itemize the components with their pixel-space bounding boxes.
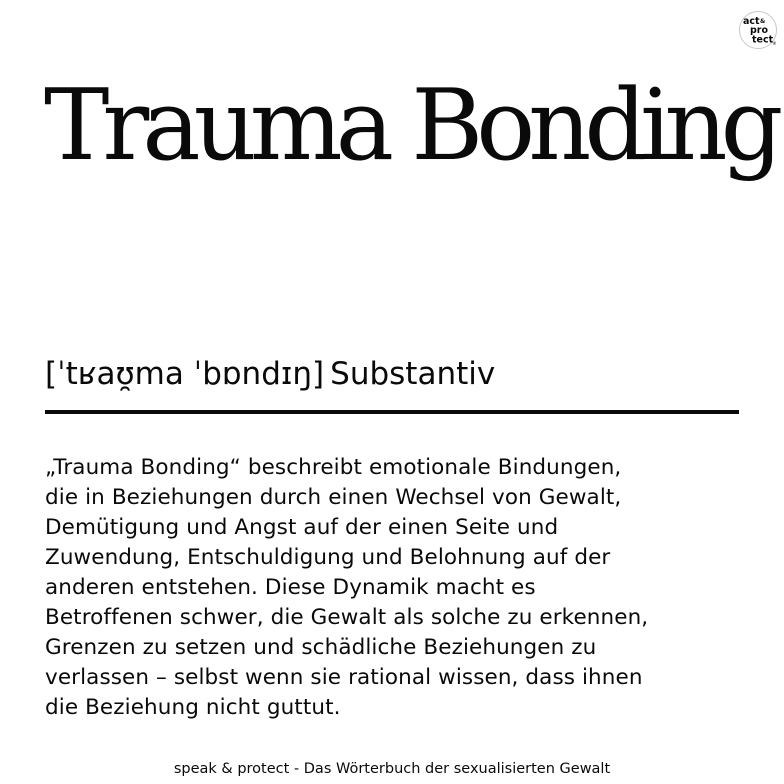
logo-text-amp: &	[760, 18, 766, 25]
act-protect-logo	[738, 10, 778, 50]
definition-line: verlassen – selbst wenn sie rational wissen, dass ihnen	[45, 665, 643, 690]
pronunciation-line	[45, 352, 495, 396]
definition-text	[45, 453, 745, 723]
definition-line: „Trauma Bonding“ beschreibt emotionale Bindungen,	[45, 455, 622, 480]
logo-text-act: act	[743, 16, 760, 27]
divider	[45, 410, 739, 414]
definition-line: Demütigung und Angst auf der einen Seite und	[45, 515, 559, 540]
logo-text-pro: pro	[750, 25, 769, 36]
definition-line: die Beziehung nicht guttut.	[45, 695, 341, 720]
definition-line: Grenzen zu setzen und schädliche Beziehungen zu	[45, 635, 597, 660]
footer-caption: speak & protect - Das Wörterbuch der sexualisierten Gewalt	[173, 761, 611, 777]
logo-registered-mark: ®	[772, 41, 777, 46]
logo-mark	[738, 10, 778, 50]
definition-line: anderen entstehen. Diese Dynamik macht es	[45, 575, 536, 600]
definition-line: Betroffenen schwer, die Gewalt als solche zu erkennen,	[45, 605, 649, 630]
ipa-transcription: [ˈtʁaʊ̯ma ˈbɒndɪŋ]	[45, 356, 325, 392]
part-of-speech: Substantiv	[330, 356, 496, 392]
definition-line: Zuwendung, Entschuldigung und Belohnung auf der	[45, 545, 611, 570]
logo-text-tect: tect	[752, 34, 774, 46]
definition-line: die in Beziehungen durch einen Wechsel von Gewalt,	[45, 485, 622, 510]
page-title: Trauma Bonding	[44, 69, 777, 183]
